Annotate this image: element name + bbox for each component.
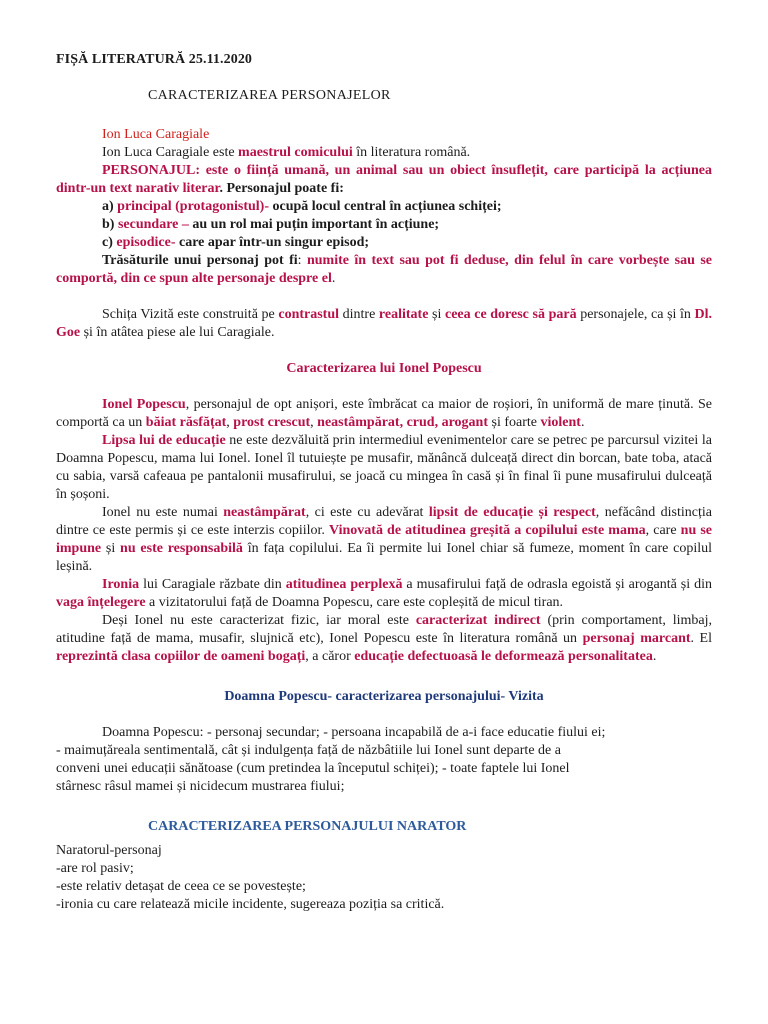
document-title: CARACTERIZAREA PERSONAJELOR [148,88,391,103]
type-a: a) principal (protagonistul)- ocupă locul central în acțiunea schiței; [102,199,502,214]
narator-line-1: Naratorul-personaj [56,843,162,858]
ionel-heading: Caracterizarea lui Ionel Popescu [286,361,482,376]
narator-line-4: -ironia cu care relatează micile incidente, sugereaza poziția sa critică. [56,897,445,912]
popescu-line-1: Doamna Popescu: - personaj secundar; - persoana incapabilă de a-i face educatie fiului ei; [102,725,606,740]
popescu-line-4: stârnesc râsul mamei și nicidecum mustrarea fiului; [56,779,345,794]
trasaturi-paragraph: Trăsăturile unui personaj pot fi: numite în text sau pot fi deduse, din felul în care vorbește sau se comportă, din ce spun alte personaje despre el. [56,253,712,286]
ionel-paragraph-4: Ironia lui Caragiale răzbate din atitudinea perplexă a musafirului față de odrasla egoistă și arogantă și din vaga înțelegere a vizitatorului față de Doamna Popescu, care este copleșită de micul tiran. [56,577,713,610]
document-header: FIȘĂ LITERATURĂ 25.11.2020 [56,52,253,67]
popescu-heading: Doamna Popescu- caracterizarea personajului- Vizita [224,689,544,704]
schita-paragraph: Schița Vizită este construită pe contrastul dintre realitate și ceea ce doresc să pară personajele, ca și în Dl. Goe și în atâtea piese ale lui Caragiale. [56,307,713,340]
narator-heading: CARACTERIZAREA PERSONAJULUI NARATOR [148,819,467,834]
intro-heading: Ion Luca Caragiale [102,127,210,142]
intro-section [56,126,712,288]
ionel-section [56,396,712,666]
type-c: c) episodice- care apar într-un singur episod; [102,235,370,250]
popescu-line-2: - maimuțăreala sentimentală, cât și indulgența față de năzbâtiile lui Ionel sunt departe de a [56,743,561,758]
ionel-paragraph-1: Ionel Popescu, personajul de opt anișori, este îmbrăcat ca maior de roșiori, în uniformă de mare ținută. Se comportă ca un băiat răsfățat, prost crescut, neastâmpărat, crud, arogant și foarte violent. [56,397,712,430]
popescu-line-3: conveni unei educații sănătoase (cum pretindea la începutul schiței); - toate faptele lui Ionel [56,761,570,776]
narator-section [56,842,712,914]
popescu-section [56,724,712,796]
ionel-paragraph-3: Ionel nu este numai neastâmpărat, ci este cu adevărat lipsit de educație și respect, nefăcând distincția dintre ce este permis și ce este interzis copiilor. Vinovată de atitudinea greșită a copilului este mama, care nu se impune și nu este responsabilă în fața copilului. Ea îi permite lui Ionel chiar să fumeze, moment în care copilul leșină. [56,505,713,574]
personaj-definition: PERSONAJUL: este o ființă umană, un animal sau un obiect însuflețit, care participă la acțiunea dintr-un text narativ literar. Personajul poate fi: [56,163,712,196]
intro-line-1: Ion Luca Caragiale este maestrul comicului în literatura română. [102,145,471,160]
narator-line-3: -este relativ detașat de ceea ce se povestește; [56,879,306,894]
narator-line-2: -are rol pasiv; [56,861,134,876]
ionel-paragraph-5: Deși Ionel nu este caracterizat fizic, iar moral este caracterizat indirect (prin comportament, limbaj, atitudine față de mama, musafir, slujnică etc), Ionel Popescu este în literatura română un personaj marcant. El reprezintă clasa copiilor de oameni bogați, a căror educație defectuoasă le deformează personalitatea. [56,613,712,664]
type-b: b) secundare – au un rol mai puțin important în acțiune; [102,217,440,232]
ionel-paragraph-2: Lipsa lui de educație ne este dezvăluită prin intermediul evenimentelor care se petrec pe parcursul vizitei la Doamna Popescu, mama lui Ionel. Ionel îl tutuiește pe musafir, mănâncă dulceață direct din borcan, bate toba, atacă cu sabia, varsă cafeaua pe pantalonii musafirului, se joacă cu mingea în casă și în final îi pune musafirului dulceață în șoșoni. [56,433,712,502]
